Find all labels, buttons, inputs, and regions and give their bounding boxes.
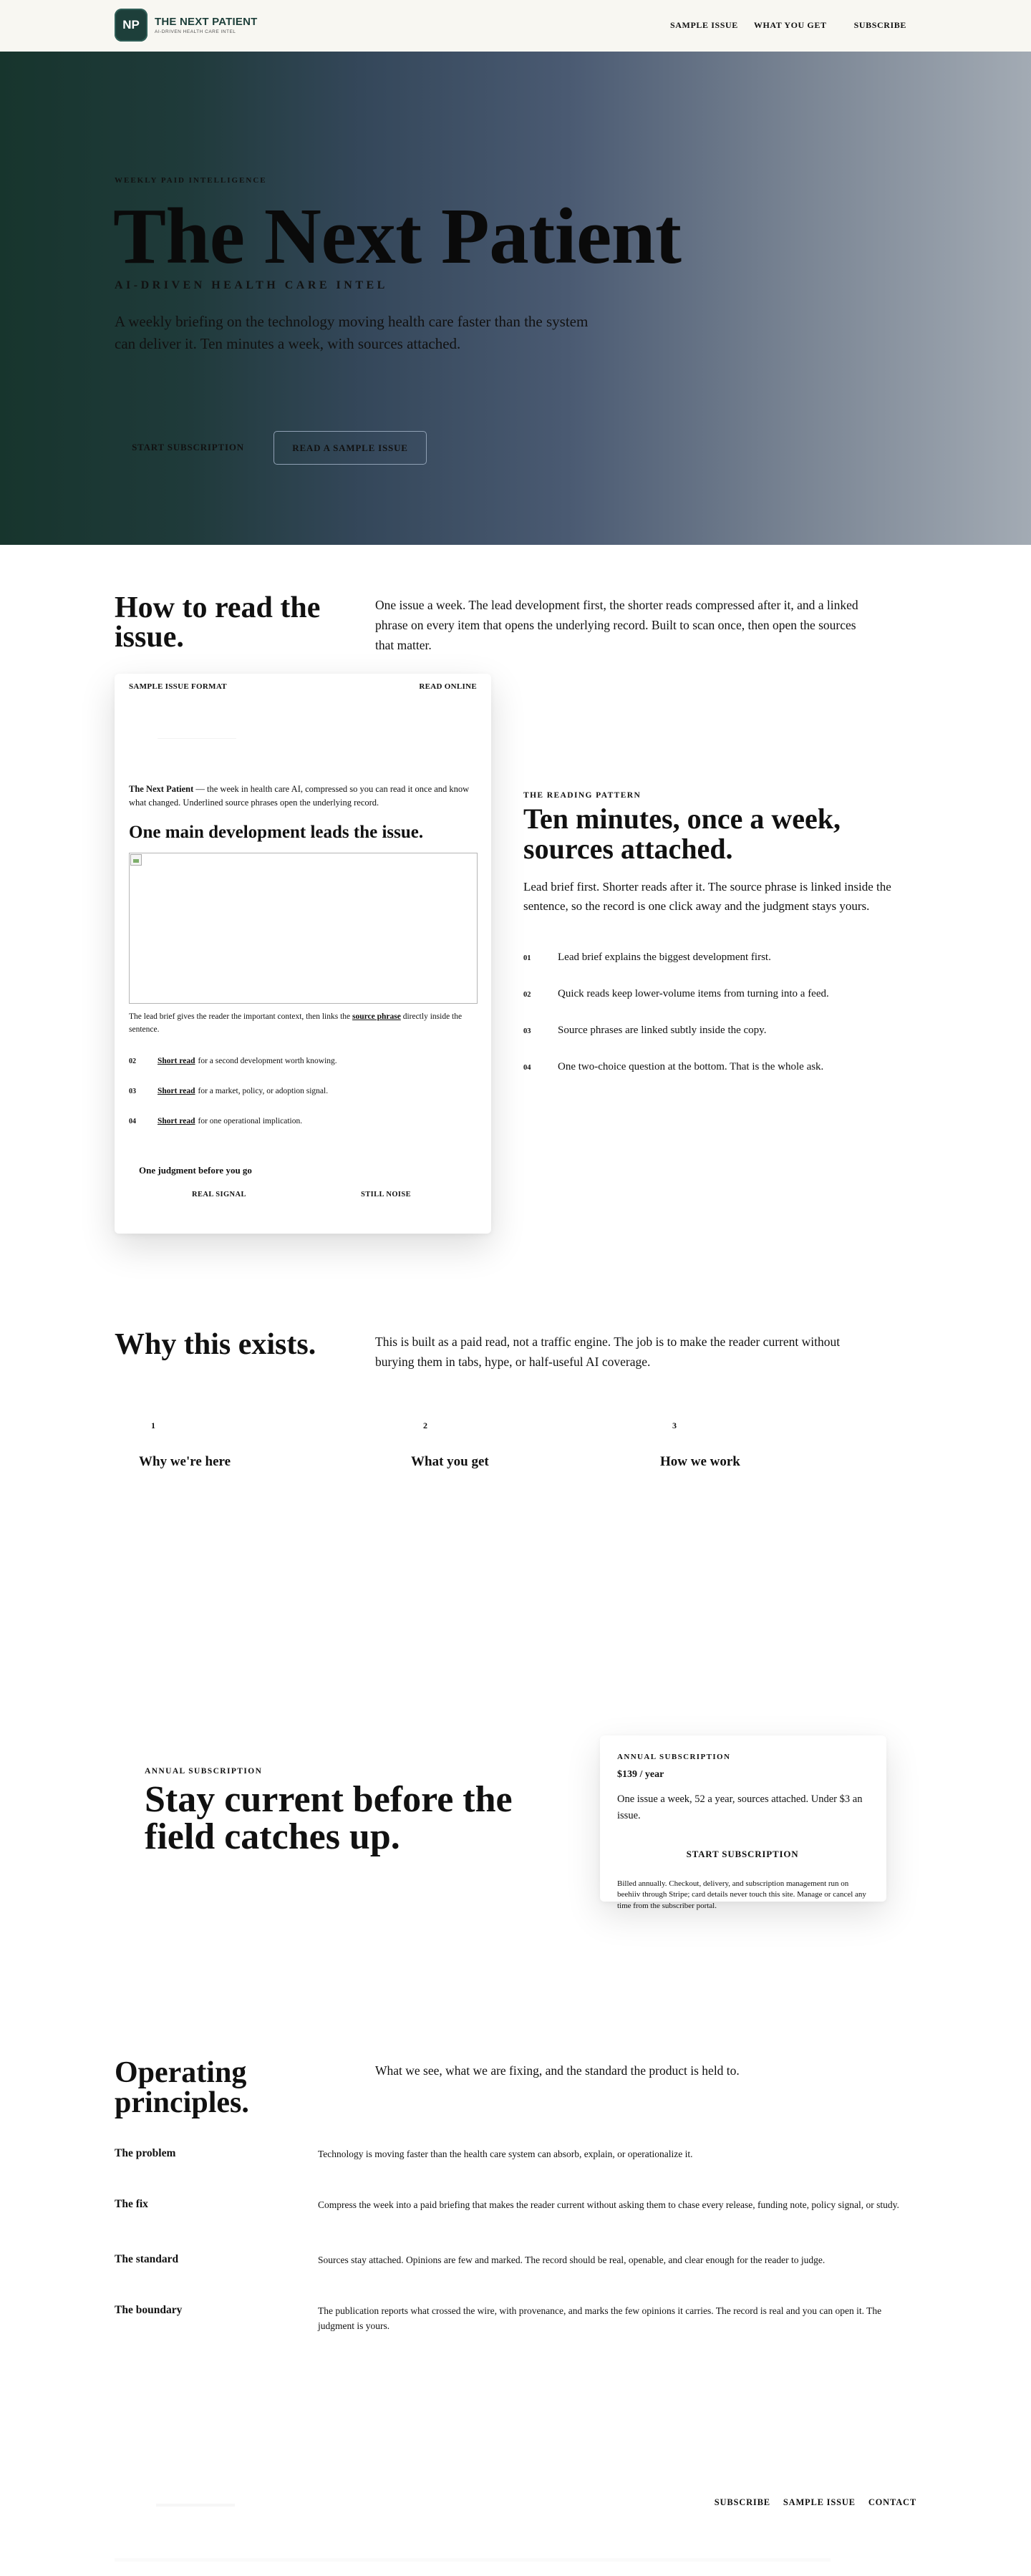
footer <box>0 2447 1031 2576</box>
item-number: 02 <box>129 1057 136 1065</box>
billing-fine-print: Billed annually. Checkout, delivery, and subscription management run on beehiiv through Stripe; card details never touch this site. Manage or cancel any time from the subscriber portal. <box>617 1879 866 1910</box>
pattern-title: Ten minutes, once a week, sources attached. <box>523 803 841 865</box>
source-phrase-link[interactable]: source phrase <box>352 1012 401 1021</box>
read-online-link[interactable]: READ ONLINE <box>419 682 477 691</box>
pricing-card <box>600 1735 886 1910</box>
card-intro <box>129 783 480 810</box>
principle-value: Sources stay attached. Opinions are few and marked. The record should be real, openable, and clear enough for the reader to judge. <box>318 2255 826 2265</box>
nav-link-what-you-get[interactable]: WHAT YOU GET <box>753 20 827 30</box>
item-text: for a market, policy, or adoption signal. <box>198 1087 329 1095</box>
pillar-number: 1 <box>151 1420 155 1430</box>
nav-link-subscribe[interactable]: SUBSCRIBE <box>853 20 906 30</box>
pricing-eyebrow: ANNUAL SUBSCRIPTION <box>617 1753 731 1761</box>
still-noise-button[interactable]: STILL NOISE <box>361 1191 412 1199</box>
pricing-desc: One issue a week, 52 a year, sources attached. Under $3 an issue. <box>617 1793 863 1822</box>
list-item <box>129 1087 480 1117</box>
short-read-link[interactable]: Short read <box>158 1057 195 1065</box>
footer-link-subscribe[interactable]: SUBSCRIBE <box>714 2497 770 2507</box>
logo[interactable] <box>115 9 257 42</box>
pillar-number: 2 <box>423 1420 427 1430</box>
list-item <box>129 1117 480 1147</box>
item-text: for one operational implication. <box>198 1117 303 1125</box>
subscribe-title: Stay current before the field catches up. <box>145 1779 513 1857</box>
pillar-card[interactable] <box>660 1420 740 1470</box>
step-number: 04 <box>523 1064 531 1072</box>
short-read-link[interactable]: Short read <box>158 1117 195 1125</box>
nav-links <box>670 20 906 31</box>
real-signal-button[interactable]: REAL SIGNAL <box>192 1191 246 1199</box>
card-intro-text: — the week in health care AI, compressed so you can read it once and know what changed. Underlined source phrases open the underlying record. <box>129 784 470 808</box>
step-number: 01 <box>523 954 531 962</box>
step-number: 02 <box>523 991 531 999</box>
lead-image-placeholder <box>129 853 478 1004</box>
principle-value: Technology is moving faster than the health care system can absorb, explain, or operationalize it. <box>318 2149 693 2159</box>
footer-link-sample-issue[interactable]: SAMPLE ISSUE <box>783 2497 856 2507</box>
how-intro: One issue a week. The lead development first, the shorter reads compressed after it, and a linked phrase on every item that opens the underlying record. Built to scan once, then open the sources that matter. <box>375 598 858 652</box>
short-read-link[interactable]: Short read <box>158 1087 195 1095</box>
step-text: Quick reads keep lower-volume items from turning into a feed. <box>558 988 829 999</box>
nav-link-sample-issue[interactable]: SAMPLE ISSUE <box>669 20 738 30</box>
pillar-title: Why we're here <box>139 1454 231 1469</box>
hero-lede: A weekly briefing on the technology moving health care faster than the system can deliver it. Ten minutes a week, with sources attached. <box>115 313 589 353</box>
card-header-label: SAMPLE ISSUE FORMAT <box>129 682 227 691</box>
pillar-card[interactable] <box>139 1420 231 1470</box>
principle-key: The problem <box>115 2147 176 2159</box>
pillar-number: 3 <box>672 1420 677 1430</box>
principle-value: Compress the week into a paid briefing that makes the reader current without asking them to chase every release, funding note, policy signal, or study. <box>318 2199 899 2210</box>
principles-title: Operating principles. <box>115 2056 249 2119</box>
how-title: How to read the issue. <box>115 591 321 654</box>
hero-eyebrow: WEEKLY PAID INTELLIGENCE <box>115 176 267 185</box>
logo-title: THE NEXT PATIENT <box>155 16 258 28</box>
subscribe-section <box>0 1715 1031 2045</box>
card-headline: One main development leads the issue. <box>129 823 424 842</box>
principle-key: The fix <box>115 2198 148 2210</box>
pattern-steps <box>523 952 924 1098</box>
footer-copyright <box>115 2558 831 2562</box>
logo-tagline: AI-DRIVEN HEALTH CARE INTEL <box>155 29 236 34</box>
how-to-read-section <box>0 545 1031 1300</box>
sample-issue-card <box>115 674 491 1234</box>
lead-brief-text: The lead brief gives the reader the important context, then links the source phrase directly inside the sentence. <box>129 1012 463 1035</box>
hero-subtitle: AI-DRIVEN HEALTH CARE INTEL <box>115 279 388 291</box>
why-section <box>0 1300 1031 1715</box>
start-subscription-button[interactable]: START SUBSCRIPTION <box>686 1849 799 1859</box>
pillar-title: How we work <box>660 1454 740 1469</box>
subscribe-eyebrow: ANNUAL SUBSCRIPTION <box>145 1767 263 1776</box>
pillar-card[interactable] <box>411 1420 489 1470</box>
step-text: Source phrases are linked subtly inside the copy. <box>558 1025 767 1036</box>
start-subscription-button[interactable]: START SUBSCRIPTION <box>132 442 244 452</box>
step-text: One two-choice question at the bottom. That is the whole ask. <box>558 1061 824 1072</box>
hero-section <box>0 52 1031 545</box>
principle-key: The standard <box>115 2253 179 2265</box>
read-sample-issue-button[interactable]: READ A SAMPLE ISSUE <box>274 431 427 465</box>
item-number: 04 <box>129 1118 136 1125</box>
principle-value: The publication reports what crossed the wire, with provenance, and marks the few opinions it carries. The record is real and you can open it. The judgment is yours. <box>318 2305 882 2331</box>
footer-link-contact[interactable]: CONTACT <box>868 2497 916 2507</box>
broken-image-icon <box>130 854 142 866</box>
principles-intro: What we see, what we are fixing, and the standard the product is held to. <box>375 2063 740 2078</box>
short-reads-list <box>129 1057 480 1147</box>
principles-section <box>0 2045 1031 2447</box>
list-item <box>129 1057 480 1087</box>
pillar-title: What you get <box>411 1454 489 1469</box>
pattern-desc: Lead brief first. Shorter reads after it. The source phrase is linked inside the sentence, so the record is one click away and the judgment stays yours. <box>523 880 891 914</box>
step-number: 03 <box>523 1027 531 1035</box>
top-nav <box>0 0 1031 52</box>
pattern-eyebrow: THE READING PATTERN <box>523 791 642 800</box>
hero-title: The Next Patient <box>113 193 682 281</box>
list-item <box>523 952 924 988</box>
divider <box>158 738 236 739</box>
logo-mark: NP <box>115 9 147 42</box>
list-item <box>523 1025 924 1061</box>
why-intro: This is built as a paid read, not a traffic engine. The job is to make the reader current without burying them in tabs, hype, or half-useful AI coverage. <box>375 1335 841 1369</box>
price: $139 / year <box>617 1769 664 1780</box>
item-text: for a second development worth knowing. <box>198 1057 337 1065</box>
why-title: Why this exists. <box>115 1328 316 1361</box>
card-intro-brand: The Next Patient <box>129 784 194 794</box>
list-item <box>523 1061 924 1098</box>
item-number: 03 <box>129 1088 136 1095</box>
judgment-title: One judgment before you go <box>139 1165 252 1176</box>
principle-key: The boundary <box>115 2304 183 2316</box>
step-text: Lead brief explains the biggest development first. <box>558 952 771 963</box>
list-item <box>523 988 924 1025</box>
footer-links <box>715 2497 916 2508</box>
